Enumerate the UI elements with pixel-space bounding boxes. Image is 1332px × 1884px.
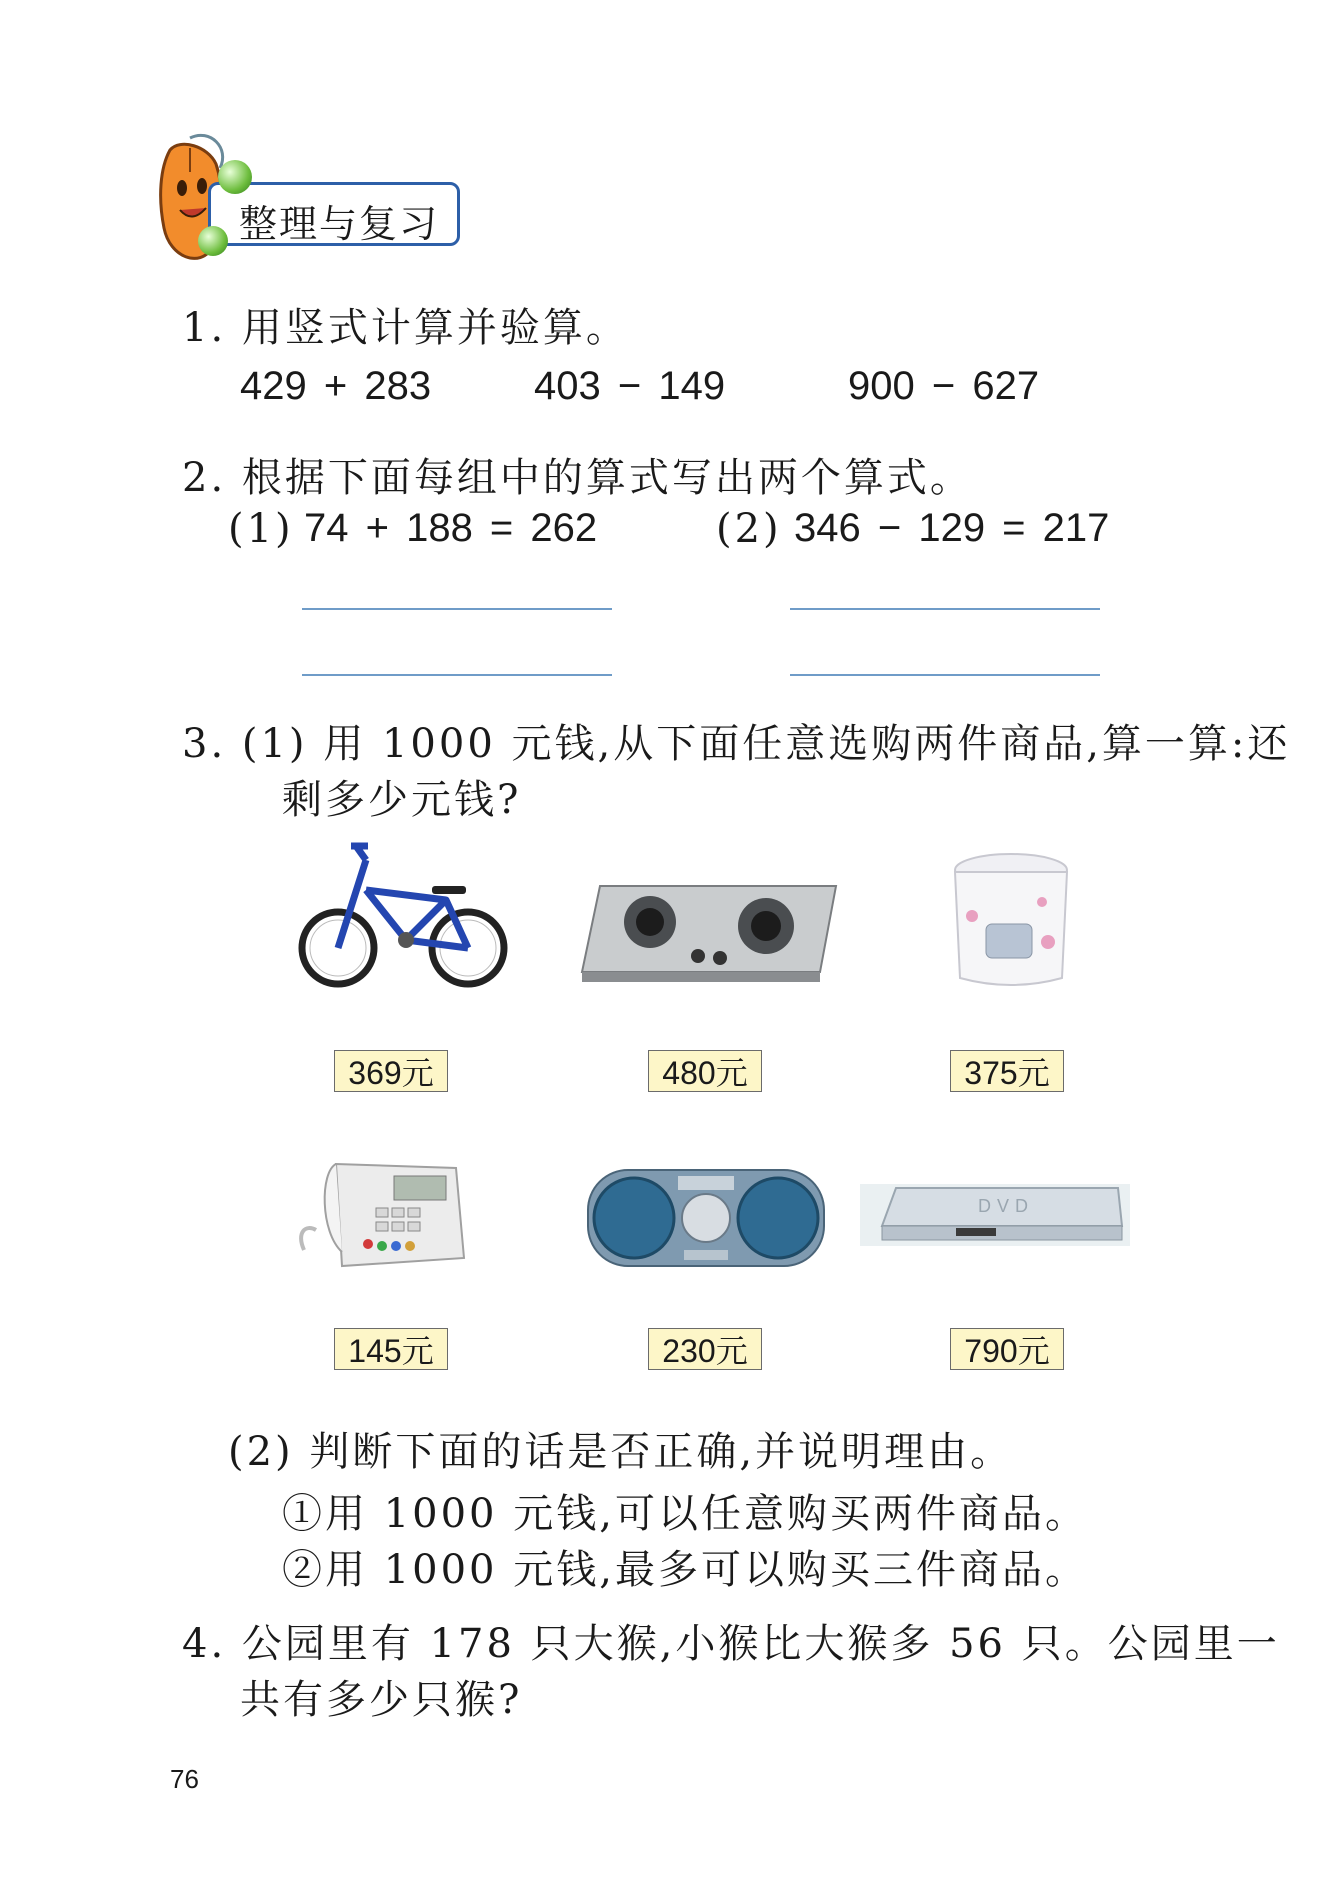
q2-label-2: (2) xyxy=(716,506,782,552)
question-4-line-2: 共有多少只猴? xyxy=(240,1677,523,1723)
bicycle-image xyxy=(296,840,516,994)
answer-blank[interactable] xyxy=(302,674,612,676)
radio-cassette-image xyxy=(584,1160,828,1278)
bead-icon xyxy=(218,160,252,194)
price-tag: 230元 xyxy=(648,1328,762,1370)
price-tag: 369元 xyxy=(334,1050,448,1092)
section-title: 整理与复习 xyxy=(239,202,440,246)
answer-blank[interactable] xyxy=(302,608,612,610)
gas-stove-image xyxy=(570,872,846,994)
question-3-part-2: (2) 判断下面的话是否正确,并说明理由。 xyxy=(228,1429,1014,1475)
dvd-label: DVD xyxy=(978,1196,1035,1216)
question-4-line-1: 4. 公园里有 178 只大猴,小猴比大猴多 56 只。公园里一 xyxy=(182,1621,1280,1667)
answer-blank[interactable] xyxy=(790,608,1100,610)
question-3-part-1-line-1: 3. (1) 用 1000 元钱,从下面任意选购两件商品,算一算:还 xyxy=(182,721,1291,767)
question-3-part-1-line-2: 剩多少元钱? xyxy=(282,777,522,823)
q2-equation-1: 74 + 188 = 262 xyxy=(304,506,598,550)
rice-cooker-image xyxy=(948,852,1074,996)
price-tag: 375元 xyxy=(950,1050,1064,1092)
telephone-image xyxy=(296,1152,466,1278)
q2-label-1: (1) xyxy=(228,506,294,552)
q2-equation-2: 346 − 129 = 217 xyxy=(794,506,1110,550)
page-number: 76 xyxy=(170,1764,199,1794)
price-tag: 790元 xyxy=(950,1328,1064,1370)
answer-blank[interactable] xyxy=(790,674,1100,676)
expression-1: 429 + 283 xyxy=(240,364,432,408)
statement-2: ②用 1000 元钱,最多可以购买三件商品。 xyxy=(282,1547,1088,1593)
question-2: 2. 根据下面每组中的算式写出两个算式。 xyxy=(182,455,973,501)
price-tag: 145元 xyxy=(334,1328,448,1370)
price-tag: 480元 xyxy=(648,1050,762,1092)
title-box xyxy=(208,182,460,246)
dvd-player-image xyxy=(860,1184,1130,1250)
statement-1: ①用 1000 元钱,可以任意购买两件商品。 xyxy=(282,1491,1088,1537)
expression-3: 900 − 627 xyxy=(848,364,1040,408)
expression-2: 403 − 149 xyxy=(534,364,726,408)
bead-icon xyxy=(198,226,228,256)
question-1: 1. 用竖式计算并验算。 xyxy=(182,305,629,351)
